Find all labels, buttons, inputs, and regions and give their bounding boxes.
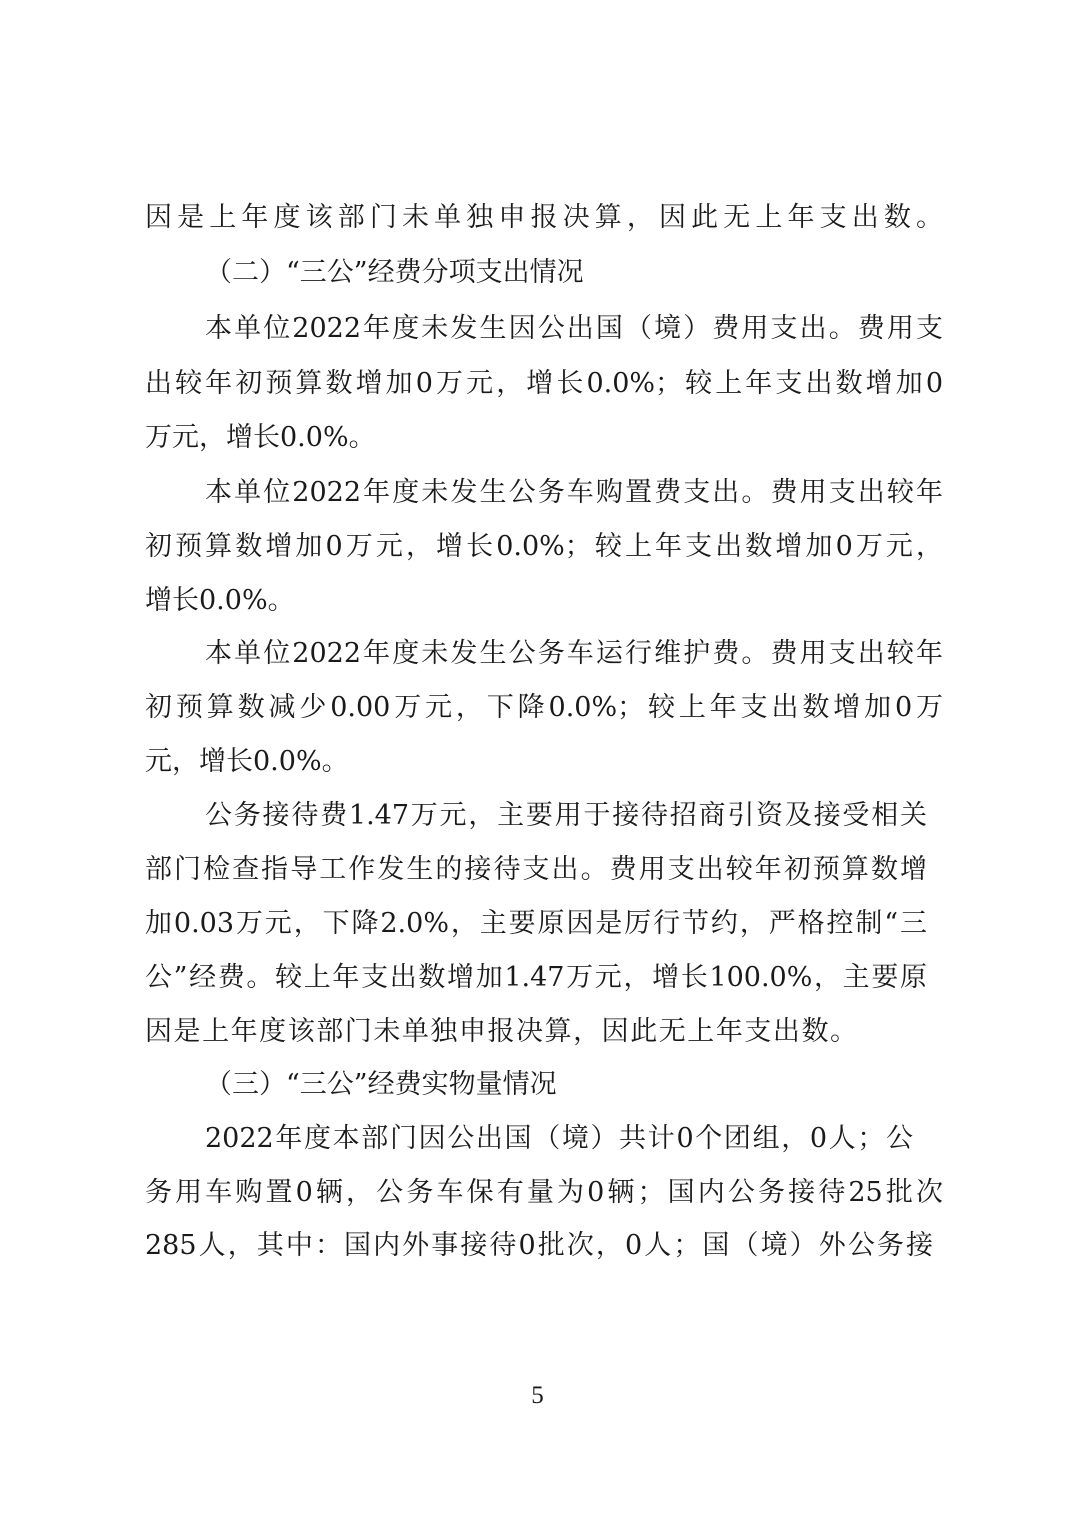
paragraph-line: 出较年初预算数增加0万元，增长0.0%；较上年支出数增加0: [145, 368, 943, 399]
paragraph-line: 部门检查指导工作发生的接待支出。费用支出较年初预算数增: [145, 854, 927, 885]
paragraph-line: 因是上年度该部门未单独申报决算，因此无上年支出数。: [145, 202, 943, 233]
paragraph-line: 2022年度本部门因公出国（境）共计0个团组，0人；公: [205, 1123, 913, 1154]
paragraph-line: 加0.03万元，下降2.0%，主要原因是厉行节约，严格控制“三: [145, 908, 927, 939]
paragraph-line: 万元，增长0.0%。: [145, 422, 376, 453]
paragraph-line: 本单位2022年度未发生因公出国（境）费用支出。费用支: [205, 313, 943, 344]
paragraph-line: 本单位2022年度未发生公务车购置费支出。费用支出较年: [205, 477, 943, 508]
paragraph-line: 初预算数增加0万元，增长0.0%；较上年支出数增加0万元，: [145, 531, 943, 562]
section-heading: （三）“三公”经费实物量情况: [205, 1069, 557, 1100]
page-number: 5: [531, 1382, 544, 1409]
paragraph-line: 初预算数减少0.00万元，下降0.0%；较上年支出数增加0万: [145, 692, 943, 723]
paragraph-line: 公务接待费1.47万元，主要用于接待招商引资及接受相关: [205, 800, 927, 831]
paragraph-line: 增长0.0%。: [145, 585, 295, 616]
paragraph-line: 因是上年度该部门未单独申报决算，因此无上年支出数。: [145, 1016, 857, 1047]
paragraph-line: 元，增长0.0%。: [145, 746, 349, 777]
section-heading: （二）“三公”经费分项支出情况: [205, 257, 584, 288]
paragraph-line: 务用车购置0辆，公务车保有量为0辆；国内公务接待25批次: [145, 1177, 943, 1208]
paragraph-line: 本单位2022年度未发生公务车运行维护费。费用支出较年: [205, 638, 943, 669]
paragraph-line: 公”经费。较上年支出数增加1.47万元，增长100.0%，主要原: [145, 962, 927, 993]
paragraph-line: 285人，其中：国内外事接待0批次，0人；国（境）外公务接: [145, 1230, 933, 1261]
